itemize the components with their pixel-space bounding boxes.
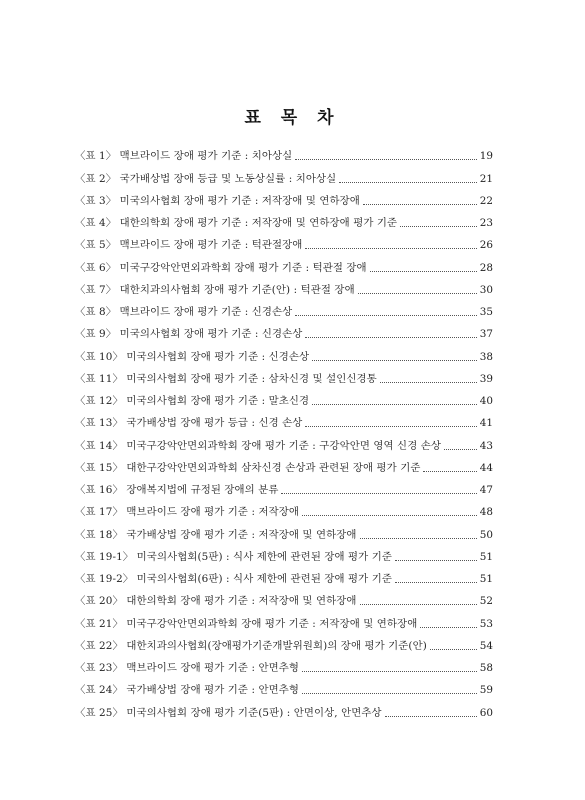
toc-dot-leader — [380, 382, 477, 383]
toc-entry — [75, 653, 493, 675]
toc-entry-page-number: 40 — [479, 395, 493, 407]
toc-entry-label: 〈표 2〉 국가배상법 장애 등급 및 노동상실률 : 치아상실 — [75, 172, 337, 185]
toc-dot-leader — [395, 582, 477, 583]
page-title: 표 목 차 — [244, 108, 341, 129]
toc-entry-label: 〈표 23〉 맥브라이드 장애 평가 기준 : 안면추형 — [75, 662, 300, 674]
toc-dot-leader — [339, 182, 477, 183]
toc-entry — [75, 141, 493, 163]
toc-entry-page-number: 19 — [479, 150, 493, 163]
toc-entry-label: 〈표 5〉 맥브라이드 장애 평가 기준 : 턱관절장애 — [75, 239, 303, 252]
toc-dot-leader — [358, 293, 477, 294]
toc-entry-page-number: 30 — [479, 283, 493, 296]
toc-entry — [75, 631, 493, 653]
toc-entry — [75, 675, 493, 697]
toc-entry-label: 〈표 20〉 대한의학회 장애 평가 기준 : 저작장애 및 연하장애 — [75, 595, 357, 608]
toc-entry — [75, 519, 493, 541]
toc-entry-label: 〈표 17〉 맥브라이드 장애 평가 기준 : 저작장애 — [75, 506, 300, 519]
toc-entry — [75, 430, 493, 452]
toc-entry-label: 〈표 21〉 미국구강악안면외과학회 장애 평가 기준 : 저작장애 및 연하장애 — [75, 617, 418, 630]
toc-entry-page-number: 39 — [479, 372, 493, 385]
toc-entry-page-number: 58 — [479, 662, 493, 674]
toc-entry-page-number: 38 — [479, 350, 493, 363]
toc-entry-label: 〈표 16〉 장애복지법에 규정된 장애의 분류 — [75, 484, 279, 496]
toc-entry — [75, 297, 493, 319]
toc-dot-leader — [395, 560, 477, 561]
toc-dot-leader — [400, 226, 477, 227]
toc-entry-label: 〈표 24〉 국가배상법 장애 평가 기준 : 안면추형 — [75, 684, 300, 697]
toc-entry-label: 〈표 1〉 맥브라이드 장애 평가 기준 : 치아상실 — [75, 150, 293, 163]
toc-dot-leader — [312, 360, 477, 361]
toc-dot-leader — [370, 271, 477, 272]
toc-entry — [75, 408, 493, 430]
toc-dot-leader — [430, 649, 477, 650]
toc-dot-leader — [302, 515, 477, 516]
toc-entry-page-number: 52 — [479, 595, 493, 608]
toc-dot-leader — [302, 671, 477, 672]
toc-entry — [75, 608, 493, 630]
table-of-contents — [75, 141, 493, 720]
toc-dot-leader — [363, 204, 477, 205]
toc-entry — [75, 186, 493, 208]
toc-entry-page-number: 41 — [479, 417, 493, 430]
toc-dot-leader — [444, 449, 477, 450]
toc-dot-leader — [312, 404, 477, 405]
toc-entry-label: 〈표 6〉 미국구강악안면외과학회 장애 평가 기준 : 턱관절 장애 — [75, 261, 367, 274]
toc-dot-leader — [420, 627, 477, 628]
toc-entry-label: 〈표 18〉 국가배상법 장애 평가 기준 : 저작장애 및 연하장애 — [75, 528, 357, 541]
toc-dot-leader — [385, 716, 477, 717]
toc-entry-page-number: 26 — [479, 239, 493, 252]
toc-entry-page-number: 44 — [479, 461, 493, 474]
toc-entry-label: 〈표 10〉 미국의사협회 장애 평가 기준 : 신경손상 — [75, 350, 310, 363]
toc-entry-page-number: 21 — [479, 172, 493, 185]
toc-entry-page-number: 22 — [479, 194, 493, 207]
toc-entry-page-number: 43 — [479, 439, 493, 452]
toc-entry-page-number: 37 — [479, 328, 493, 341]
toc-entry — [75, 697, 493, 719]
toc-entry-label: 〈표 3〉 미국의사협회 장애 평가 기준 : 저작장애 및 연하장애 — [75, 194, 360, 207]
toc-entry-page-number: 35 — [479, 306, 493, 318]
toc-entry-page-number: 28 — [479, 261, 493, 274]
toc-dot-leader — [305, 248, 477, 249]
toc-entry-page-number: 48 — [479, 506, 493, 519]
toc-dot-leader — [360, 604, 477, 605]
toc-dot-leader — [360, 538, 477, 539]
toc-entry-label: 〈표 19-1〉 미국의사협회(5판) : 식사 제한에 관련된 장애 평가 기준 — [75, 550, 392, 563]
toc-entry — [75, 586, 493, 608]
toc-entry-page-number: 54 — [479, 639, 493, 652]
toc-dot-leader — [302, 693, 477, 694]
toc-entry-page-number: 60 — [479, 706, 493, 719]
toc-entry — [75, 341, 493, 363]
toc-entry-label: 〈표 9〉 미국의사협회 장애 평가 기준 : 신경손상 — [75, 328, 303, 341]
toc-entry — [75, 497, 493, 519]
toc-dot-leader — [305, 426, 477, 427]
toc-entry-label: 〈표 7〉 대한치과의사협회 장애 평가 기준(안) : 턱관절 장애 — [75, 283, 355, 296]
toc-entry-page-number: 23 — [479, 217, 493, 229]
toc-entry — [75, 386, 493, 408]
toc-entry — [75, 252, 493, 274]
toc-entry-label: 〈표 14〉 미국구강악안면외과학회 장애 평가 기준 : 구강악안면 영역 신경 손상 — [75, 439, 442, 452]
toc-entry — [75, 208, 493, 230]
toc-entry — [75, 564, 493, 586]
toc-entry-label: 〈표 13〉 국가배상법 장애 평가 등급 : 신경 손상 — [75, 417, 303, 430]
toc-entry-page-number: 51 — [479, 573, 493, 585]
toc-entry-label: 〈표 22〉 대한치과의사협회(장애평가기준개발위원회)의 장애 평가 기준(안) — [75, 639, 427, 652]
toc-entry-page-number: 51 — [479, 550, 493, 563]
toc-entry-label: 〈표 12〉 미국의사협회 장애 평가 기준 : 말초신경 — [75, 395, 310, 407]
toc-entry — [75, 163, 493, 185]
toc-entry-page-number: 47 — [479, 484, 493, 496]
toc-entry-label: 〈표 25〉 미국의사협회 장애 평가 기준(5판) : 안면이상, 안면추상 — [75, 706, 382, 719]
toc-dot-leader — [281, 493, 477, 494]
toc-entry — [75, 542, 493, 564]
toc-entry — [75, 475, 493, 497]
toc-dot-leader — [423, 471, 477, 472]
toc-entry-label: 〈표 11〉 미국의사협회 장애 평가 기준 : 삼차신경 및 설인신경통 — [75, 372, 377, 385]
toc-dot-leader — [305, 337, 477, 338]
toc-entry-label: 〈표 19-2〉 미국의사협회(6판) : 식사 제한에 관련된 장애 평가 기준 — [75, 573, 392, 585]
toc-dot-leader — [295, 315, 477, 316]
toc-entry-label: 〈표 15〉 대한구강악안면외과학회 삼차신경 손상과 관련된 장애 평가 기준 — [75, 461, 421, 474]
toc-entry — [75, 364, 493, 386]
toc-entry — [75, 453, 493, 475]
toc-dot-leader — [295, 159, 477, 160]
toc-entry — [75, 319, 493, 341]
toc-entry-page-number: 53 — [479, 617, 493, 630]
toc-entry-label: 〈표 8〉 맥브라이드 장애 평가 기준 : 신경손상 — [75, 306, 293, 318]
toc-entry-label: 〈표 4〉 대한의학회 장애 평가 기준 : 저작장애 및 연하장애 평가 기준 — [75, 217, 398, 229]
toc-entry — [75, 275, 493, 297]
toc-entry-page-number: 50 — [479, 528, 493, 541]
toc-entry — [75, 230, 493, 252]
toc-entry-page-number: 59 — [479, 684, 493, 697]
